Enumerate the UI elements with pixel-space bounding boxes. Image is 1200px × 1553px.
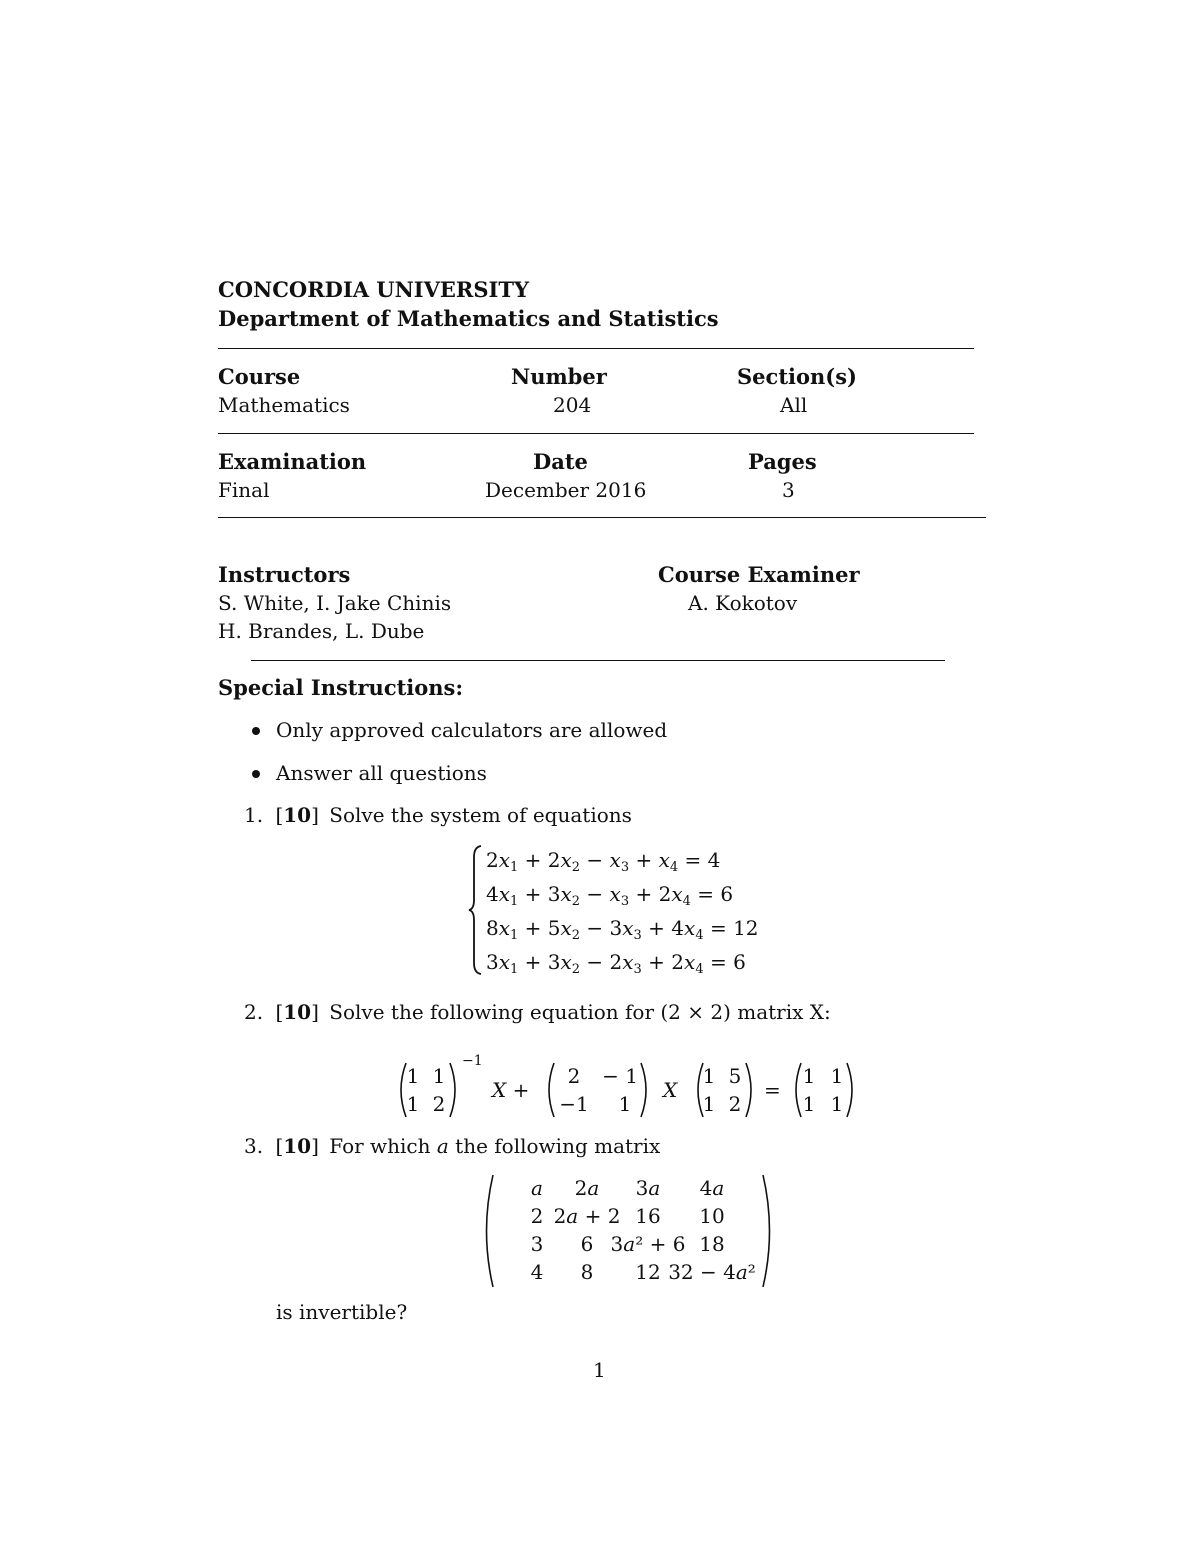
right-paren-icon	[846, 1062, 858, 1118]
section-label: Section(s)	[737, 364, 857, 389]
divider	[218, 517, 986, 518]
date-label: Date	[533, 449, 588, 474]
pages-value: 3	[782, 478, 795, 502]
matrix-cell: 16	[635, 1204, 661, 1228]
question-text: For which	[329, 1134, 431, 1158]
matrix-cell: 2	[530, 1204, 544, 1228]
question-text: Solve the following equation for (2 × 2) matrix X:	[329, 1000, 831, 1024]
instruction-item: Answer all questions	[276, 761, 487, 785]
matrix-cell: 3a² + 6	[610, 1232, 686, 1256]
right-paren-icon	[745, 1062, 757, 1118]
matrix-cell: 2a	[574, 1176, 600, 1200]
bullet-icon	[252, 770, 260, 778]
examiner-value: A. Kokotov	[688, 591, 798, 615]
examiner-label: Course Examiner	[658, 562, 860, 587]
section-value: All	[780, 393, 808, 417]
matrix-cell: 10	[699, 1204, 725, 1228]
page-number: 1	[593, 1358, 606, 1382]
number-value: 204	[553, 393, 592, 417]
matrix-cell: a	[531, 1176, 543, 1200]
left-paren-icon	[543, 1062, 555, 1118]
instructions-heading: Special Instructions:	[218, 675, 464, 700]
course-label: Course	[218, 364, 301, 389]
matrix-cell: 3	[530, 1232, 544, 1256]
course-value: Mathematics	[218, 393, 350, 417]
question-3: 3. [10] For which a the following matrix	[244, 1134, 661, 1158]
question-3-trailing: is invertible?	[276, 1300, 408, 1324]
instructors-label: Instructors	[218, 562, 351, 587]
question-1: 1. [10] Solve the system of equations	[244, 803, 632, 827]
instructors-line-1: S. White, I. Jake Chinis	[218, 591, 452, 615]
matrix-cell: 32 − 4a²	[668, 1260, 756, 1284]
matrix-cell: 8	[580, 1260, 594, 1284]
right-paren-icon	[449, 1062, 461, 1118]
divider	[218, 433, 974, 434]
matrix-cell: 2a + 2	[553, 1204, 621, 1228]
equation-row: $2x_1 + 2x_2 - x_3 + x_4 = 4$	[486, 848, 721, 875]
pages-label: Pages	[748, 449, 817, 474]
department-name: Department of Mathematics and Statistics	[218, 306, 719, 331]
date-value: December 2016	[485, 478, 647, 502]
matrix-cell: 12	[635, 1260, 661, 1284]
equation-row: $3x_1 + 3x_2 - 2x_3 + 2x_4 = 6$	[486, 950, 746, 977]
bullet-icon	[252, 727, 260, 735]
question-text-after: the following matrix	[455, 1134, 661, 1158]
question-variable: a	[436, 1134, 449, 1158]
equation-row: $8x_1 + 5x_2 - 3x_3 + 4x_4 = 12$	[486, 916, 759, 943]
right-paren-icon	[762, 1174, 776, 1288]
instructors-line-2: H. Brandes, L. Dube	[218, 619, 425, 643]
matrix-cell: 4a	[699, 1176, 725, 1200]
matrix-cell: 6	[580, 1232, 594, 1256]
question-number: 2.	[244, 1000, 264, 1024]
matrix-cell: 18	[699, 1232, 725, 1256]
matrix-cell: 4	[530, 1260, 544, 1284]
right-paren-icon	[640, 1062, 652, 1118]
equation-row: $4x_1 + 3x_2 - x_3 + 2x_4 = 6$	[486, 882, 734, 909]
matrix-cell: 3a	[635, 1176, 661, 1200]
number-label: Number	[511, 364, 607, 389]
question-number: 3.	[244, 1134, 264, 1158]
university-name: CONCORDIA UNIVERSITY	[218, 277, 529, 302]
question-text: Solve the system of equations	[329, 803, 632, 827]
divider	[251, 660, 945, 661]
question-2: 2. [10] Solve the following equation for (2 × 2) matrix X:	[244, 1000, 831, 1024]
question-number: 1.	[244, 803, 264, 827]
exam-value: Final	[218, 478, 270, 502]
left-brace-icon	[468, 845, 482, 975]
exam-label: Examination	[218, 449, 367, 474]
divider	[218, 348, 974, 349]
instruction-item: Only approved calculators are allowed	[276, 718, 668, 742]
